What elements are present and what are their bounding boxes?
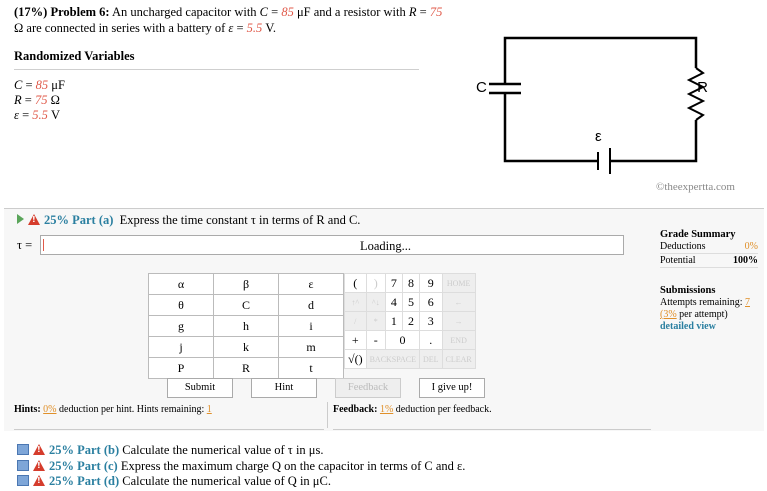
problem-text: An uncharged capacitor with <box>112 5 257 19</box>
eps-value: 5.5 <box>246 21 263 35</box>
warning-icon <box>28 214 40 225</box>
cap-label: C <box>476 79 487 96</box>
key-superscript[interactable]: ↑^ <box>345 293 367 312</box>
key-minus[interactable]: - <box>366 331 385 350</box>
key-1[interactable]: 1 <box>385 312 402 331</box>
key-g[interactable]: g <box>149 316 214 337</box>
key-5[interactable]: 5 <box>402 293 419 312</box>
key-t[interactable]: t <box>279 358 344 379</box>
eps-unit: V. <box>265 21 276 35</box>
deductions-value: 0% <box>744 241 758 252</box>
equals: = <box>271 5 279 19</box>
key-sqrt[interactable]: √() <box>345 350 367 369</box>
equals: = <box>419 5 427 19</box>
divider <box>14 429 324 430</box>
key-3[interactable]: 3 <box>419 312 442 331</box>
hints-info: Hints: 0% deduction per hint. Hints remaining: 1 <box>14 404 212 415</box>
circuit-diagram <box>470 28 710 178</box>
document-icon <box>17 460 29 471</box>
potential-value: 100% <box>733 255 758 266</box>
part-c-row[interactable]: !25% Part (c) Express the maximum charge Q on the capacitor in terms of C and ε. <box>17 459 465 474</box>
eps-symbol: ε <box>228 21 234 35</box>
warning-icon <box>33 475 45 486</box>
key-c[interactable]: C <box>214 295 279 316</box>
attempts-value: 7 <box>745 297 750 308</box>
divider <box>14 69 419 70</box>
hint-deduction: 0% <box>43 404 57 415</box>
divider <box>327 402 328 428</box>
key-clear[interactable]: CLEAR <box>442 350 475 369</box>
feedback-deduction: 1% <box>379 404 394 415</box>
hint-button[interactable]: Hint <box>251 378 317 398</box>
text-cursor <box>43 239 44 251</box>
expand-arrow-icon[interactable] <box>17 214 24 224</box>
wire-top <box>505 38 696 68</box>
warning-icon <box>33 444 45 455</box>
key-9[interactable]: 9 <box>419 274 442 293</box>
part-b-row[interactable]: !25% Part (b) Calculate the numerical value of τ in μs. <box>17 443 324 458</box>
wire-bottom <box>505 102 598 161</box>
battery-label: ε <box>595 128 602 145</box>
key-end[interactable]: END <box>442 331 475 350</box>
r-symbol: R <box>408 5 417 19</box>
c-symbol: C <box>259 5 269 19</box>
loading-text: Loading... <box>360 239 412 253</box>
key-home[interactable]: HOME <box>442 274 475 293</box>
key-4[interactable]: 4 <box>385 293 402 312</box>
key-subscript[interactable]: ^↓ <box>366 293 385 312</box>
document-icon <box>17 444 29 455</box>
key-6[interactable]: 6 <box>419 293 442 312</box>
number-keypad <box>344 273 476 369</box>
document-icon <box>17 475 29 486</box>
feedback-button[interactable]: Feedback <box>335 378 401 398</box>
key-k[interactable]: k <box>214 337 279 358</box>
grade-summary: Grade Summary Deductions 0% Potential 100% <box>660 229 758 266</box>
hints-remaining: 1 <box>206 404 212 415</box>
key-dot[interactable]: . <box>419 331 442 350</box>
tau-label: τ = <box>17 238 33 252</box>
key-backspace[interactable]: BACKSPACE <box>366 350 419 369</box>
key-i[interactable]: i <box>279 316 344 337</box>
warning-icon <box>33 460 45 471</box>
key-epsilon[interactable]: ε <box>279 274 344 295</box>
copyright: ©theexpertta.com <box>656 181 735 193</box>
key-plus[interactable]: + <box>345 331 367 350</box>
var-eps: ε = 5.5 V <box>14 108 61 122</box>
detailed-view-link[interactable]: detailed view <box>660 321 716 332</box>
key-divide[interactable]: / <box>345 312 367 331</box>
key-m[interactable]: m <box>279 337 344 358</box>
key-beta[interactable]: β <box>214 274 279 295</box>
key-r[interactable]: R <box>214 358 279 379</box>
key-open-paren[interactable]: ( <box>345 274 367 293</box>
feedback-info: Feedback: 1% deduction per feedback. <box>333 404 492 415</box>
key-0[interactable]: 0 <box>385 331 419 350</box>
key-2[interactable]: 2 <box>402 312 419 331</box>
r-unit-text: Ω are connected in series with a battery of <box>14 21 226 35</box>
symbol-keypad <box>148 273 344 379</box>
key-8[interactable]: 8 <box>402 274 419 293</box>
key-theta[interactable]: θ <box>149 295 214 316</box>
key-left[interactable]: ← <box>442 293 475 312</box>
key-j[interactable]: j <box>149 337 214 358</box>
key-h[interactable]: h <box>214 316 279 337</box>
give-up-button[interactable]: I give up! <box>419 378 485 398</box>
problem-prefix: (17%) Problem 6: <box>14 5 110 19</box>
var-c: C = 85 μF <box>14 78 65 92</box>
submissions: Submissions Attempts remaining: 7 (3% per attempt) detailed view <box>660 285 762 333</box>
key-multiply[interactable]: * <box>366 312 385 331</box>
key-del[interactable]: DEL <box>419 350 442 369</box>
divider <box>333 429 651 430</box>
res-label: R <box>697 79 708 96</box>
c-value: 85 <box>281 5 294 19</box>
key-d[interactable]: d <box>279 295 344 316</box>
randomized-variables-title: Randomized Variables <box>14 49 135 63</box>
part-a-prompt: Express the time constant τ in terms of R and C. <box>119 213 361 227</box>
c-unit-text: μF and a resistor with <box>296 5 406 19</box>
problem-statement <box>14 4 444 36</box>
key-7[interactable]: 7 <box>385 274 402 293</box>
wire-right <box>610 120 696 161</box>
grade-summary-title: Grade Summary <box>660 229 736 240</box>
part-a-header <box>17 213 360 228</box>
answer-input[interactable] <box>40 235 624 255</box>
r-value: 75 <box>429 5 443 19</box>
equals: = <box>236 21 244 35</box>
part-a-label: 25% Part (a) <box>44 213 114 227</box>
part-d-row[interactable]: !25% Part (d) Calculate the numerical value of Q in μC. <box>17 474 331 489</box>
key-p[interactable]: P <box>149 358 214 379</box>
key-right[interactable]: → <box>442 312 475 331</box>
submit-button[interactable]: Submit <box>167 378 233 398</box>
key-alpha[interactable]: α <box>149 274 214 295</box>
var-r: R = 75 Ω <box>14 93 60 107</box>
key-close-paren[interactable]: ) <box>366 274 385 293</box>
